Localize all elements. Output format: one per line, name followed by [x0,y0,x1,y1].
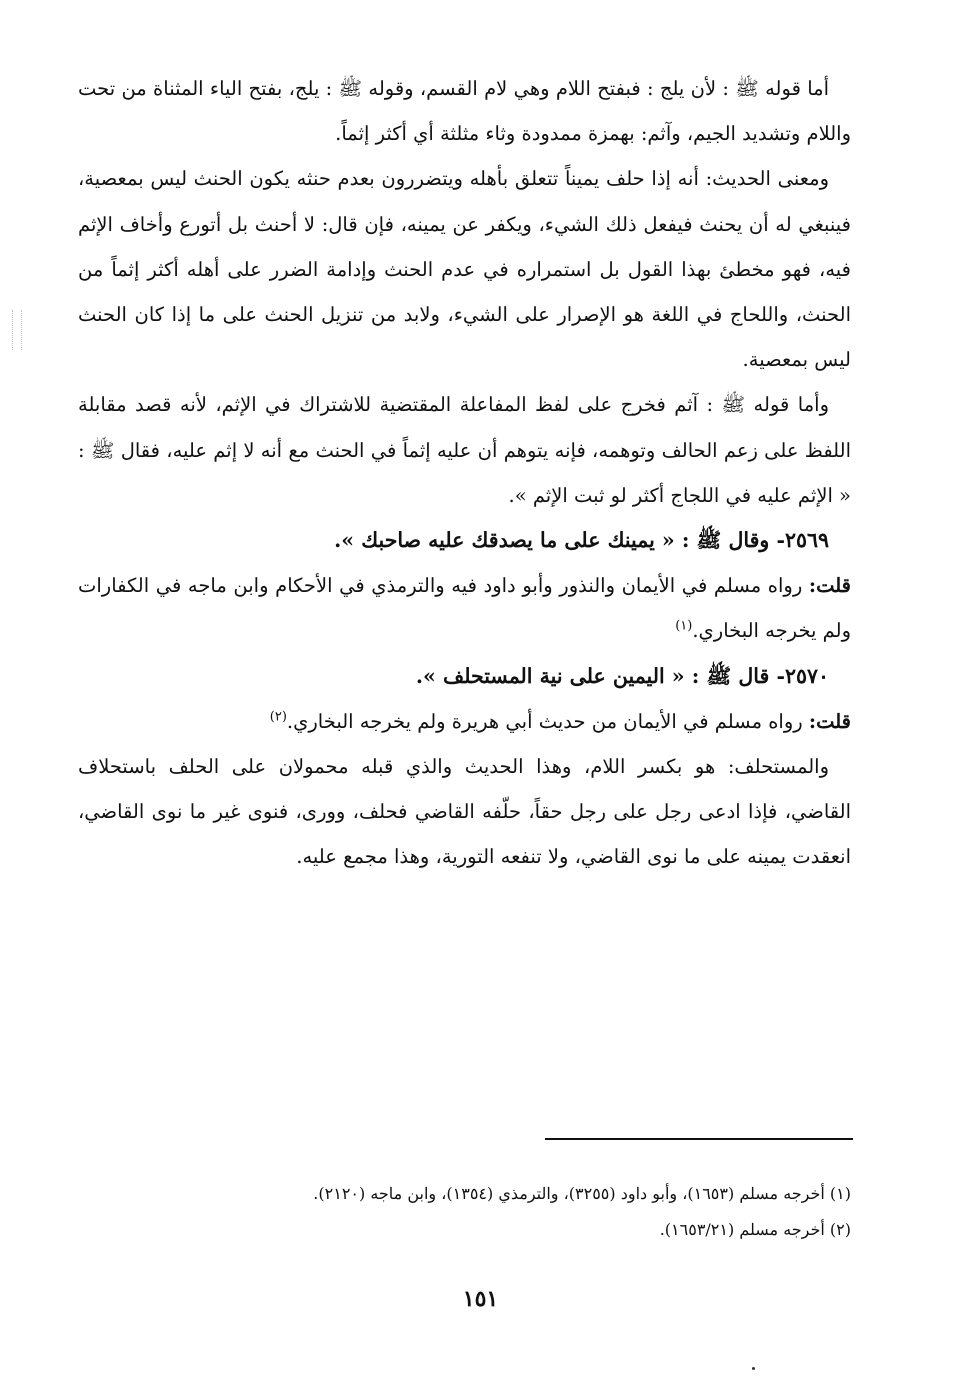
qult-paragraph-1 [78,563,851,653]
hadith-2569: ٢٥٦٩- وقال ﷺ : « يمينك على ما يصدقك عليه صاحبك ». [334,528,829,553]
paragraph-mustahlif: والمستحلف: هو بكسر اللام، وهذا الحديث والذي قبله محمولان على الحلف باستحلاف القاضي، فإذا ادعى رجل على رجل حقاً، حلّفه القاضي فحلف، وورى، فنوى غير ما نوى القاضي، انعقدت يمينه على ما نوى القاضي، ولا تنفعه التورية، وهذا مجمع عليه. [78,755,851,869]
paragraph-commentary-2: وأما قوله ﷺ : آثم فخرج على لفظ المفاعلة المقتضية للاشتراك في الإثم، لأنه قصد مقابلة اللفظ على زعم الحالف وتوهمه، فإنه يتوهم أن عليه إثماً في الحنث مع أنه لا إثم عليه، فقال ﷺ : « الإثم عليه في اللجاج أكثر لو ثبت الإثم ». [78,393,851,507]
margin-scan-marks [12,310,22,350]
paragraph-commentary-1: أما قوله ﷺ : لأن يلج : فبفتح اللام وهي لام القسم، وقوله ﷺ : يلج، بفتح الياء المثناة من تحت واللام وتشديد الجيم، وآثم: بهمزة ممدودة وثاء مثلثة أي أكثر إثماً. [78,77,851,146]
scan-speck [752,1367,755,1370]
paragraph-hadith-meaning: ومعنى الحديث: أنه إذا حلف يميناً تتعلق بأهله ويتضررون بعدم حنثه يكون الحنث ليس بمعصية، فينبغي له أن يحنث فيفعل ذلك الشيء، ويكفر عن يمينه، فإن قال: لا أحنث بل أتورع وأخاف الإثم فيه، فهو مخطئ بهذا القول بل استمراره في عدم الحنث وإدامة الضرر على أهله أكثر إثماً من الحنث، واللحاج في اللغة هو الإصرار على الشيء، ولابد من تنزيل الحنث على ما إذا كان الحنث ليس بمعصية. [78,167,851,372]
qult-text-1: رواه مسلم في الأيمان والنذور وأبو داود فيه والترمذي في الأحكام وابن ماجه في الكفارات ولم يخرجه البخاري. [78,574,851,643]
footnotes [78,1176,851,1248]
main-text [78,66,851,880]
footnote-ref-1: (١) [675,618,693,634]
qult-label: قلت: [808,574,851,598]
footnote-1: (١) أخرجه مسلم (١٦٥٣)، وأبو داود (٣٢٥٥)، والترمذي (١٣٥٤)، وابن ماجه (٢١٢٠). [313,1184,851,1203]
hadith-2570: ٢٥٧٠- قال ﷺ : « اليمين على نية المستحلف ». [415,663,829,688]
qult-text-2: رواه مسلم في الأيمان من حديث أبي هريرة ولم يخرجه البخاري. [286,709,809,733]
footnote-divider [545,1138,853,1140]
page-number: ١٥١ [462,1286,499,1312]
footnote-ref-2: (٢) [269,709,287,725]
footnote-2: (٢) أخرجه مسلم (١٦٥٣/٢١). [659,1220,851,1239]
qult-paragraph-2 [78,699,851,744]
qult-label: قلت: [808,709,851,733]
